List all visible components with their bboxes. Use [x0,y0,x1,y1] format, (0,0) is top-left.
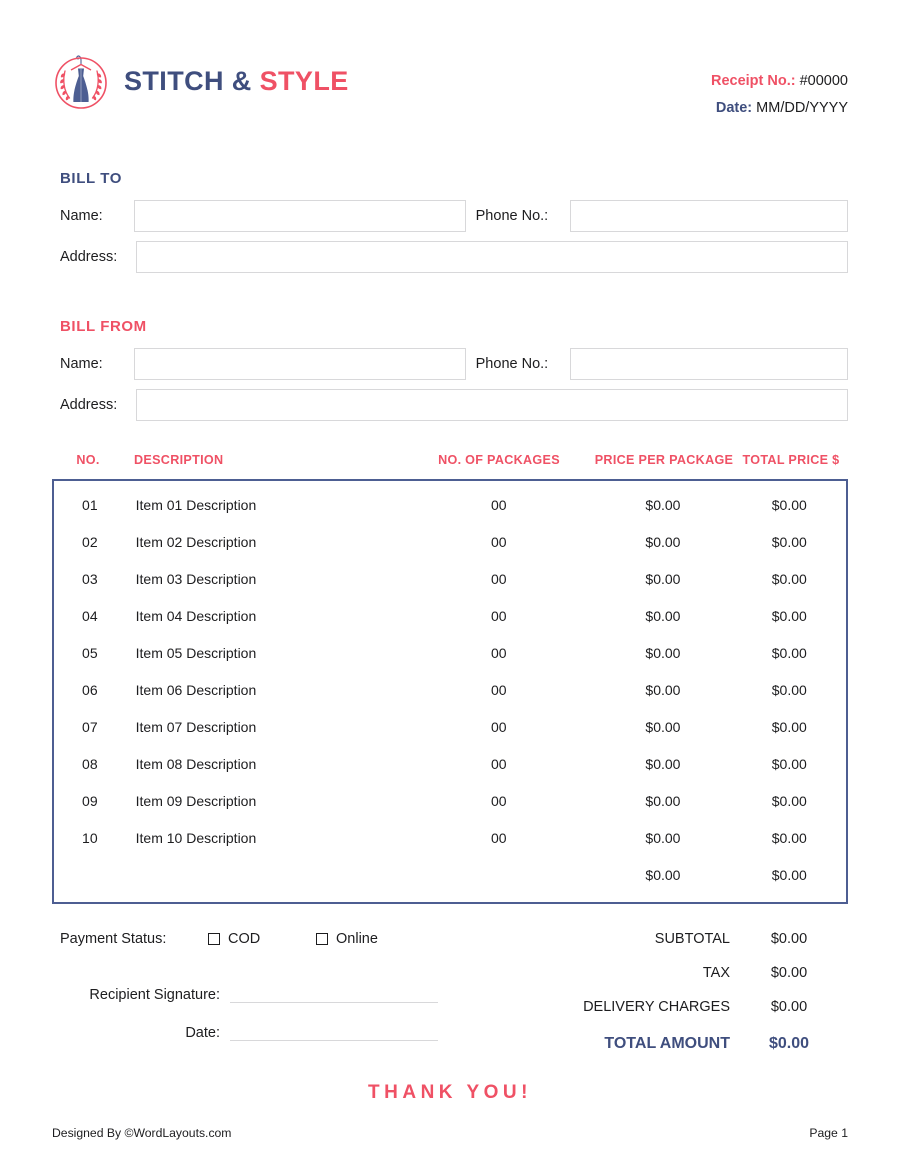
cell-packages[interactable]: 00 [490,830,507,847]
payment-option-online-label: Online [336,930,378,947]
cell-packages[interactable]: 00 [490,756,507,773]
cell-desc[interactable]: Item 01 Description [135,497,257,514]
payment-and-signature [52,922,482,1064]
designed-by-credit: Designed By ©WordLayouts.com [52,1126,232,1140]
brand-ampersand: & [223,65,260,96]
cell-no: 05 [82,645,98,662]
checkbox-online-icon[interactable] [316,933,328,945]
cell-packages[interactable]: 00 [490,534,507,551]
table-row[interactable] [54,524,846,561]
table-summary-row [54,857,846,894]
bill-to-address-input[interactable] [136,241,848,273]
cell-total[interactable]: $0.00 [771,645,807,662]
bill-from-phone-label: Phone No.: [475,355,549,372]
table-row[interactable] [54,635,846,672]
tax-row [518,956,848,990]
receipt-date-label: Date: [715,99,753,116]
cell-desc[interactable]: Item 03 Description [135,571,257,588]
receipt-number-row [711,68,848,95]
cell-no: 06 [82,682,98,699]
signature-date-row [60,1023,482,1041]
cell-price[interactable]: $0.00 [645,534,681,551]
cell-packages[interactable]: 00 [490,571,507,588]
cell-no: 02 [82,534,98,551]
receipt-date-row [711,95,848,122]
bill-from-address-row [52,389,848,421]
bill-to-name-input[interactable] [134,200,465,232]
bill-to-phone-label: Phone No.: [475,207,549,224]
items-table-header [52,453,848,479]
total-amount-row [518,1024,848,1064]
table-row[interactable] [54,598,846,635]
cell-no: 07 [82,719,98,736]
cell-packages[interactable]: 00 [490,719,507,736]
total-amount-label: TOTAL AMOUNT [604,1034,730,1052]
cell-no: 09 [82,793,98,810]
cell-no: 01 [82,497,98,514]
cell-desc[interactable]: Item 07 Description [135,719,257,736]
cell-total[interactable]: $0.00 [771,830,807,847]
checkbox-cod-icon[interactable] [208,933,220,945]
bill-from-phone-input[interactable] [570,348,848,380]
tax-label: TAX [702,964,730,981]
bill-to-address-label: Address: [60,248,118,265]
cell-desc[interactable]: Item 10 Description [135,830,257,847]
cell-total[interactable]: $0.00 [771,793,807,810]
bill-to-address-row [52,241,848,273]
cell-price[interactable]: $0.00 [645,645,681,662]
receipt-meta [711,50,848,122]
table-row[interactable] [54,487,846,524]
totals-block [518,922,848,1064]
cell-desc[interactable]: Item 06 Description [135,682,257,699]
cell-price[interactable]: $0.00 [645,608,681,625]
col-header-description: DESCRIPTION [134,452,224,467]
cell-price[interactable]: $0.00 [645,682,681,699]
bill-from-address-input[interactable] [136,389,848,421]
recipient-signature-input[interactable] [230,985,438,1003]
cell-total[interactable]: $0.00 [771,756,807,773]
brand-word-2: STYLE [259,65,349,96]
recipient-signature-label: Recipient Signature: [89,986,220,1003]
brand-word-1: STITCH [124,65,224,96]
thank-you-message: THANK YOU! [368,1082,532,1103]
cell-packages[interactable]: 00 [490,497,507,514]
cell-price[interactable]: $0.00 [645,756,681,773]
payment-status-label: Payment Status: [60,930,167,947]
cell-price[interactable]: $0.00 [645,571,681,588]
cell-desc[interactable]: Item 05 Description [135,645,257,662]
signature-date-input[interactable] [230,1023,438,1041]
delivery-charges-value: $0.00 [770,998,808,1015]
cell-total[interactable]: $0.00 [771,608,807,625]
table-row[interactable] [54,783,846,820]
bill-to-title: BILL TO [60,169,122,187]
page-number: Page 1 [809,1126,848,1140]
cell-desc[interactable]: Item 08 Description [135,756,257,773]
col-header-total: TOTAL PRICE $ [742,452,840,467]
col-header-no: NO. [76,452,100,467]
cell-price[interactable]: $0.00 [645,719,681,736]
bill-from-address-label: Address: [60,396,118,413]
total-amount-value: $0.00 [768,1034,810,1052]
cell-desc[interactable]: Item 02 Description [135,534,257,551]
cell-total[interactable]: $0.00 [771,571,807,588]
cell-price[interactable]: $0.00 [645,497,681,514]
col-header-price: PRICE PER PACKAGE [594,452,734,467]
page-footer [52,1126,848,1140]
bill-from-name-input[interactable] [134,348,465,380]
signature-date-label: Date: [185,1024,220,1041]
table-row[interactable] [54,561,846,598]
recipient-signature-row [60,985,482,1003]
cell-packages[interactable]: 00 [490,682,507,699]
receipt-date-value[interactable]: MM/DD/YYYY [756,99,848,116]
cell-packages[interactable]: 00 [490,645,507,662]
bill-from-name-row [52,348,848,380]
cell-total[interactable]: $0.00 [771,682,807,699]
cell-packages[interactable]: 00 [490,608,507,625]
receipt-number-value[interactable]: #00000 [799,73,848,89]
table-row[interactable] [54,709,846,746]
cell-total[interactable]: $0.00 [771,534,807,551]
col-header-packages: NO. OF PACKAGES [438,452,560,467]
cell-desc[interactable]: Item 04 Description [135,608,257,625]
subtotal-label: SUBTOTAL [654,930,730,947]
table-row[interactable] [54,672,846,709]
cell-price[interactable]: $0.00 [645,793,681,810]
tax-value: $0.00 [770,964,808,981]
payment-option-cod-label: COD [228,930,261,947]
subtotal-row [518,922,848,956]
receipt-number-label: Receipt No.: [710,73,796,89]
dress-on-hanger-laurel-badge-icon [52,50,110,112]
cell-total[interactable]: $0.00 [771,719,807,736]
cell-packages[interactable]: 00 [490,793,507,810]
bill-to-name-row [52,200,848,232]
items-table [52,453,848,904]
delivery-charges-row [518,990,848,1024]
cell-total[interactable]: $0.00 [771,497,807,514]
table-row[interactable] [54,746,846,783]
bill-to-phone-input[interactable] [570,200,848,232]
payment-status-row [60,931,482,947]
subtotal-value: $0.00 [770,930,808,947]
items-table-body [52,479,848,904]
cell-no: 03 [82,571,98,588]
bill-from-title: BILL FROM [60,317,147,335]
summary-cell-total: $0.00 [771,867,807,884]
brand-name [124,65,349,96]
summary-cell-price: $0.00 [645,867,681,884]
page-header [52,0,848,122]
cell-price[interactable]: $0.00 [645,830,681,847]
cell-no: 04 [82,608,98,625]
payment-option-cod[interactable] [208,931,316,947]
bottom-section [52,922,848,1064]
cell-no: 10 [82,830,98,847]
bill-to-name-label: Name: [60,207,103,224]
payment-option-online[interactable] [316,931,424,947]
cell-desc[interactable]: Item 09 Description [135,793,257,810]
cell-no: 08 [82,756,98,773]
delivery-charges-label: DELIVERY CHARGES [583,998,730,1015]
table-row[interactable] [54,820,846,857]
brand-block [52,50,349,112]
bill-from-name-label: Name: [60,355,103,372]
